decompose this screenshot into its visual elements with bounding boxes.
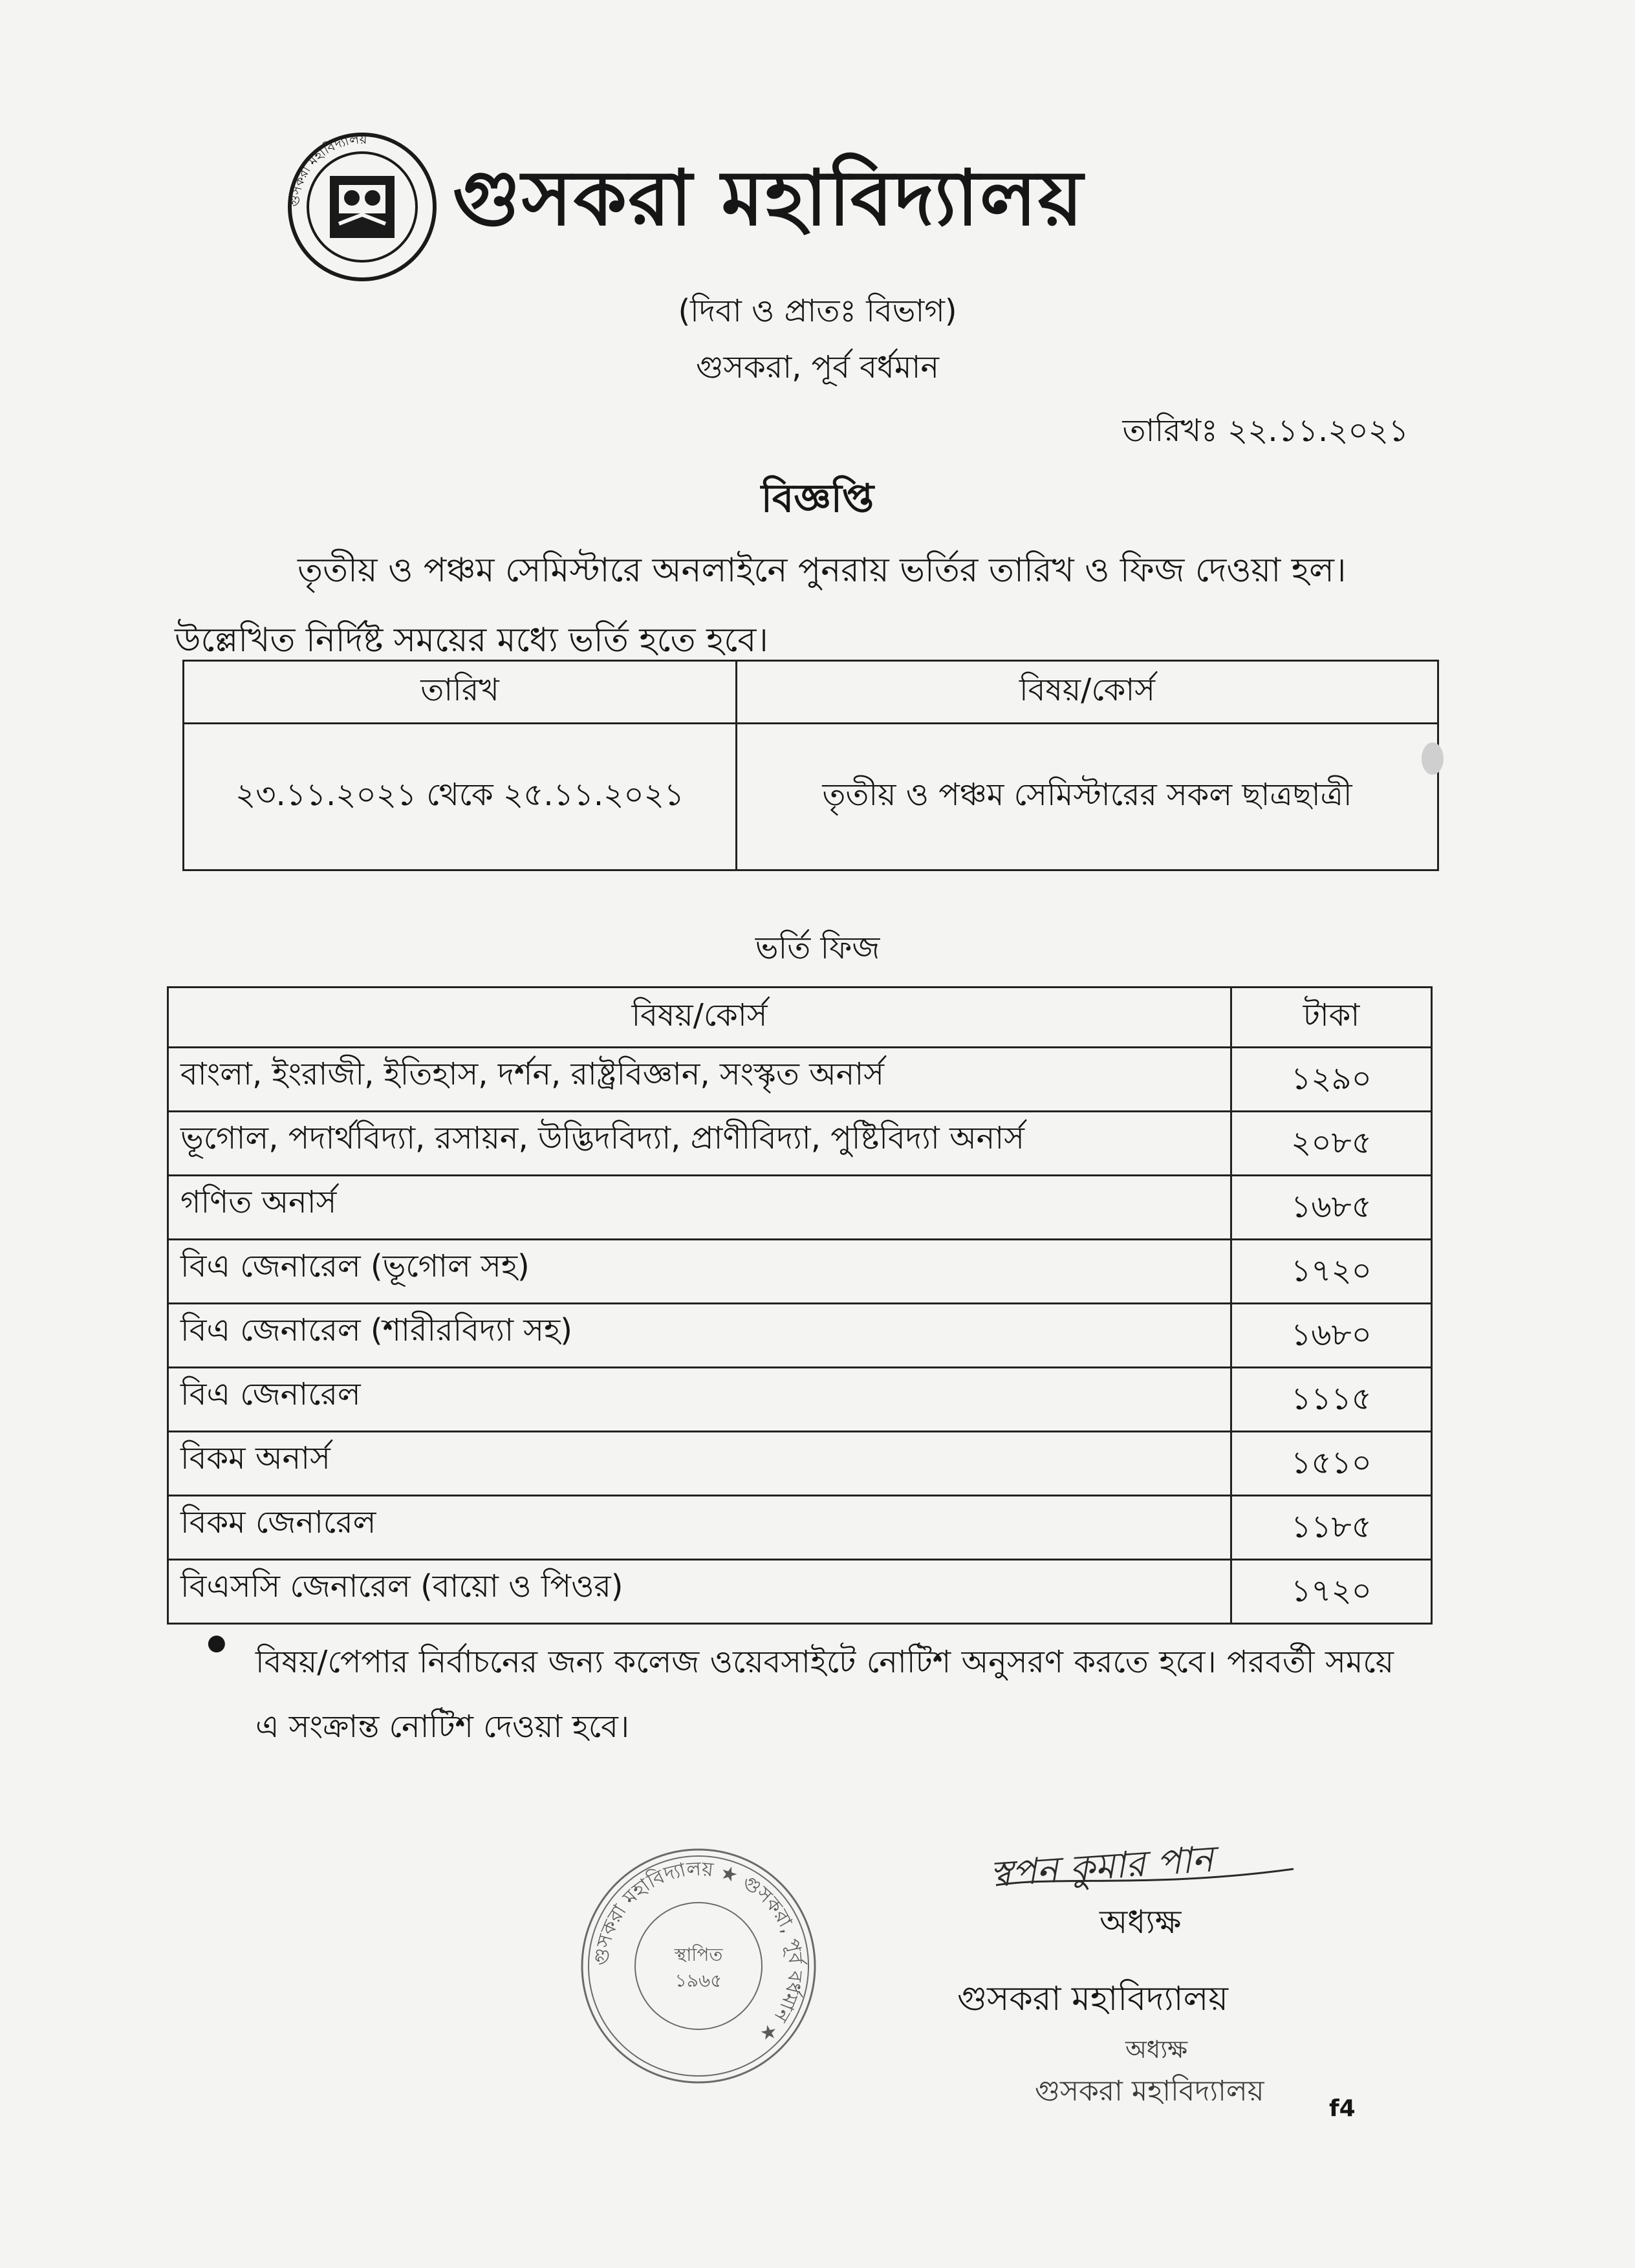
fee-header-amount: টাকা xyxy=(1231,988,1432,1048)
college-stamp xyxy=(576,1843,821,2089)
fee-course: বিএ জেনারেল (শারীরবিদ্যা সহ) xyxy=(168,1304,1231,1368)
fee-amount: ২০৮৫ xyxy=(1231,1112,1432,1176)
fee-amount: ১১১৫ xyxy=(1231,1368,1432,1432)
department-line: (দিবা ও প্রাতঃ বিভাগ) xyxy=(678,293,957,329)
signatory-college: গুসকরা মহাবিদ্যালয় xyxy=(957,1980,1229,2018)
schedule-date: ২৩.১১.২০২১ থেকে ২৫.১১.২০২১ xyxy=(184,724,737,870)
stamp-center-label: স্থাপিত xyxy=(674,1944,723,1965)
fee-table xyxy=(167,986,1433,1625)
fee-course: বিএ জেনারেল (ভূগোল সহ) xyxy=(168,1240,1231,1304)
college-logo xyxy=(285,129,440,285)
schedule-course: তৃতীয় ও পঞ্চম সেমিস্টারের সকল ছাত্রছাত্রী xyxy=(737,724,1438,870)
schedule-header-course: বিষয়/কোর্স xyxy=(737,661,1438,724)
signatory-title: অধ্যক্ষ xyxy=(1099,1903,1182,1941)
fee-row xyxy=(168,1368,1432,1432)
signature-handwriting: স্বপন কুমার পান xyxy=(988,1838,1215,1896)
fee-course: গণিত অনার্স xyxy=(168,1176,1231,1240)
fee-row xyxy=(168,1496,1432,1560)
notice-intro: তৃতীয় ও পঞ্চম সেমিস্টারে অনলাইনে পুনরায় ভর্তির তারিখ ও ফিজ দেওয়া হল। উল্লেখিত নির্দিষ্ট সময়ের মধ্যে ভর্তি হতে হবে। xyxy=(175,551,1347,660)
fee-course: বাংলা, ইংরাজী, ইতিহাস, দর্শন, রাষ্ট্রবিজ্ঞান, সংস্কৃত অনার্স xyxy=(168,1048,1231,1112)
stamp-center-year: ১৯৬৫ xyxy=(675,1970,722,1991)
fee-amount: ১৬৮০ xyxy=(1231,1304,1432,1368)
schedule-header-date: তারিখ xyxy=(184,661,737,724)
notice-title: বিজ্ঞপ্তি xyxy=(761,476,874,521)
fee-amount: ১৭২০ xyxy=(1231,1240,1432,1304)
fee-amount: ১২৯০ xyxy=(1231,1048,1432,1112)
fee-course: বিএসসি জেনারেল (বায়ো ও পিওর) xyxy=(168,1560,1231,1624)
stamp-ring-text: গুসকরা মহাবিদ্যালয় ★ গুসকরা, পূর্ব বর্ধমান ★ xyxy=(590,1857,807,2047)
college-title: গুসকরা মহাবিদ্যালয় xyxy=(453,153,1085,243)
fee-row xyxy=(168,1432,1432,1496)
schedule-row xyxy=(184,724,1438,870)
fee-amount: ১১৮৫ xyxy=(1231,1496,1432,1560)
schedule-table xyxy=(182,660,1439,871)
fee-header-row xyxy=(168,988,1432,1048)
fee-row xyxy=(168,1240,1432,1304)
fee-row xyxy=(168,1560,1432,1624)
fee-course: ভূগোল, পদার্থবিদ্যা, রসায়ন, উদ্ভিদবিদ্যা, প্রাণীবিদ্যা, পুষ্টিবিদ্যা অনার্স xyxy=(168,1112,1231,1176)
paper-mark xyxy=(1422,742,1444,775)
fee-course: বিকম জেনারেল xyxy=(168,1496,1231,1560)
footnote: বিষয়/পেপার নির্বাচনের জন্য কলেজ ওয়েবসাইটে নোটিশ অনুসরণ করতে হবে। পরবর্তী সময়ে এ সংক্রান্ত নোটিশ দেওয়া হবে। xyxy=(255,1644,1394,1745)
fee-row xyxy=(168,1112,1432,1176)
notice-date: তারিখঃ ২২.১১.২০২১ xyxy=(1122,413,1409,449)
bullet-icon: ● xyxy=(207,1630,226,1656)
fee-amount: ১৬৮৫ xyxy=(1231,1176,1432,1240)
fee-row xyxy=(168,1304,1432,1368)
fee-row xyxy=(168,1048,1432,1112)
schedule-header-row xyxy=(184,661,1438,724)
seal-college: গুসকরা মহাবিদ্যালয় xyxy=(1035,2075,1264,2108)
fee-caption: ভর্তি ফিজ xyxy=(755,930,880,966)
fee-row xyxy=(168,1176,1432,1240)
fee-amount: ১৫১০ xyxy=(1231,1432,1432,1496)
location-line: গুসকরা, পূর্ব বর্ধমান xyxy=(695,349,940,385)
seal-title: অধ্যক্ষ xyxy=(1125,2035,1188,2064)
logo-ring-text: গুসকরা মহাবিদ্যালয় xyxy=(286,131,367,208)
fee-amount: ১৭২০ xyxy=(1231,1560,1432,1624)
fee-header-course: বিষয়/কোর্স xyxy=(168,988,1231,1048)
page-mark: f4 xyxy=(1329,2095,1356,2122)
principal-signature xyxy=(983,1824,1319,1901)
fee-course: বিকম অনার্স xyxy=(168,1432,1231,1496)
fee-course: বিএ জেনারেল xyxy=(168,1368,1231,1432)
